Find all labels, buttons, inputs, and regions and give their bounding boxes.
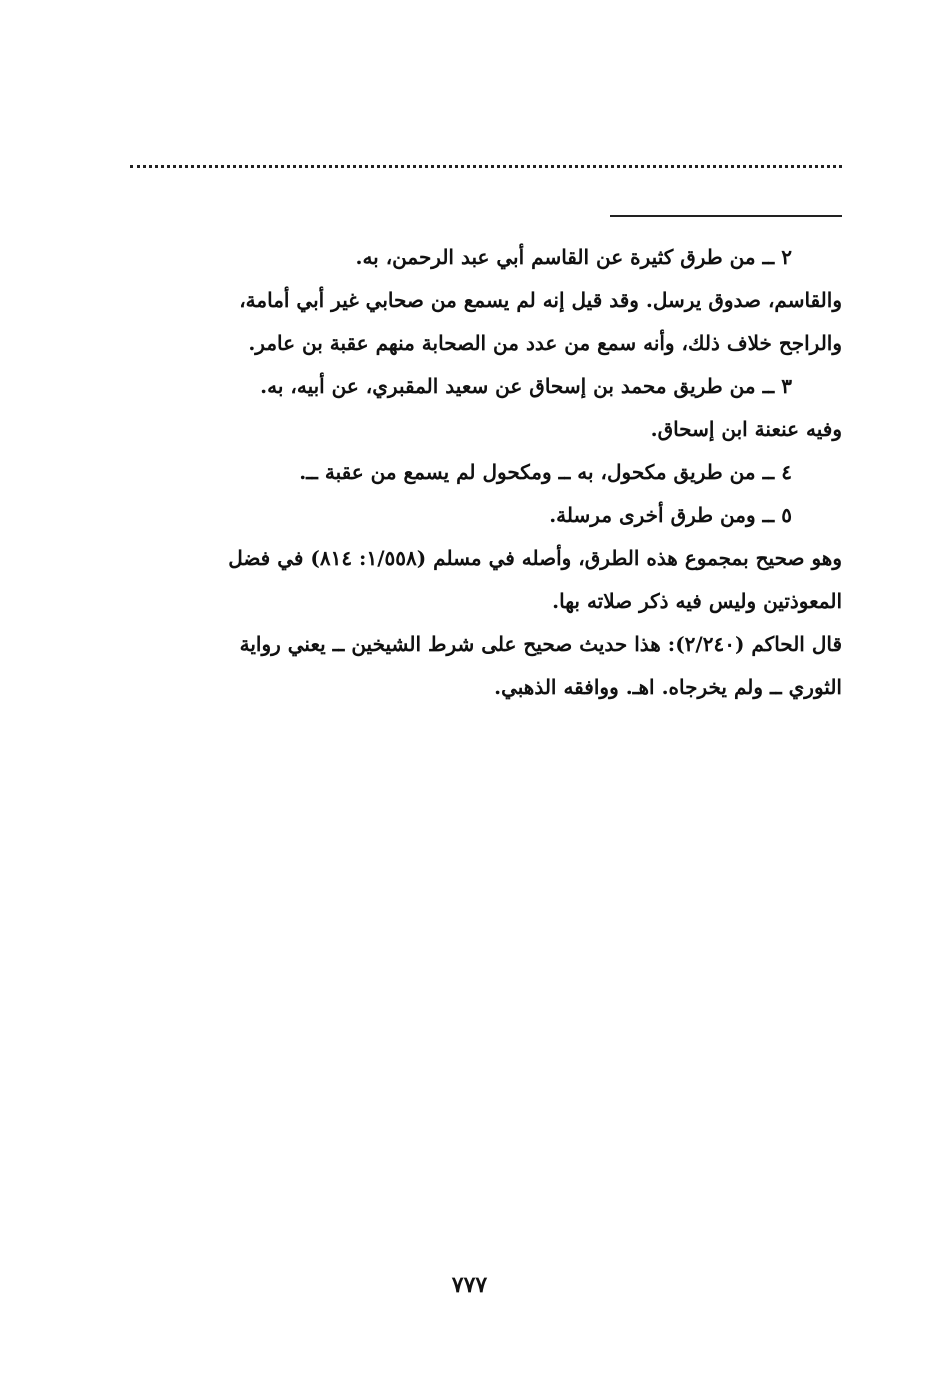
footnote-line: ٤ ــ من طريق مكحول، به ــ ومكحول لم يسمع من عقبة ــ.	[299, 460, 792, 484]
footnote-line: ٥ ــ ومن طرق أخرى مرسلة.	[549, 503, 792, 527]
footnote-line: المعوذتين وليس فيه ذكر صلاته بها.	[552, 589, 842, 613]
footnote-line: وهو صحيح بمجموع هذه الطرق، وأصله في مسلم (١/٥٥٨: ٨١٤) في فضل	[228, 546, 842, 570]
footnote-line: والراجح خلاف ذلك، وأنه سمع من عدد من الصحابة منهم عقبة بن عامر.	[248, 331, 842, 355]
page-number: ٧٧٧	[451, 1272, 488, 1298]
footnote-line: والقاسم، صدوق يرسل. وقد قيل إنه لم يسمع من صحابي غير أبي أمامة،	[239, 288, 842, 312]
footnotes-block	[115, 236, 842, 709]
footnote-line: ٢ ــ من طرق كثيرة عن القاسم أبي عبد الرحمن، به.	[355, 245, 792, 269]
footnote-line: ٣ ــ من طريق محمد بن إسحاق عن سعيد المقبري، عن أبيه، به.	[260, 374, 792, 398]
footnote-separator	[610, 215, 842, 217]
footnote-line: قال الحاكم (٢/٢٤٠): هذا حديث صحيح على شرط الشيخين ــ يعني رواية	[239, 632, 842, 656]
footnote-line: وفيه عنعنة ابن إسحاق.	[650, 417, 842, 441]
footnote-line: الثوري ــ ولم يخرجاه. اهـ. ووافقه الذهبي.	[494, 675, 842, 699]
dotted-separator	[130, 165, 842, 168]
